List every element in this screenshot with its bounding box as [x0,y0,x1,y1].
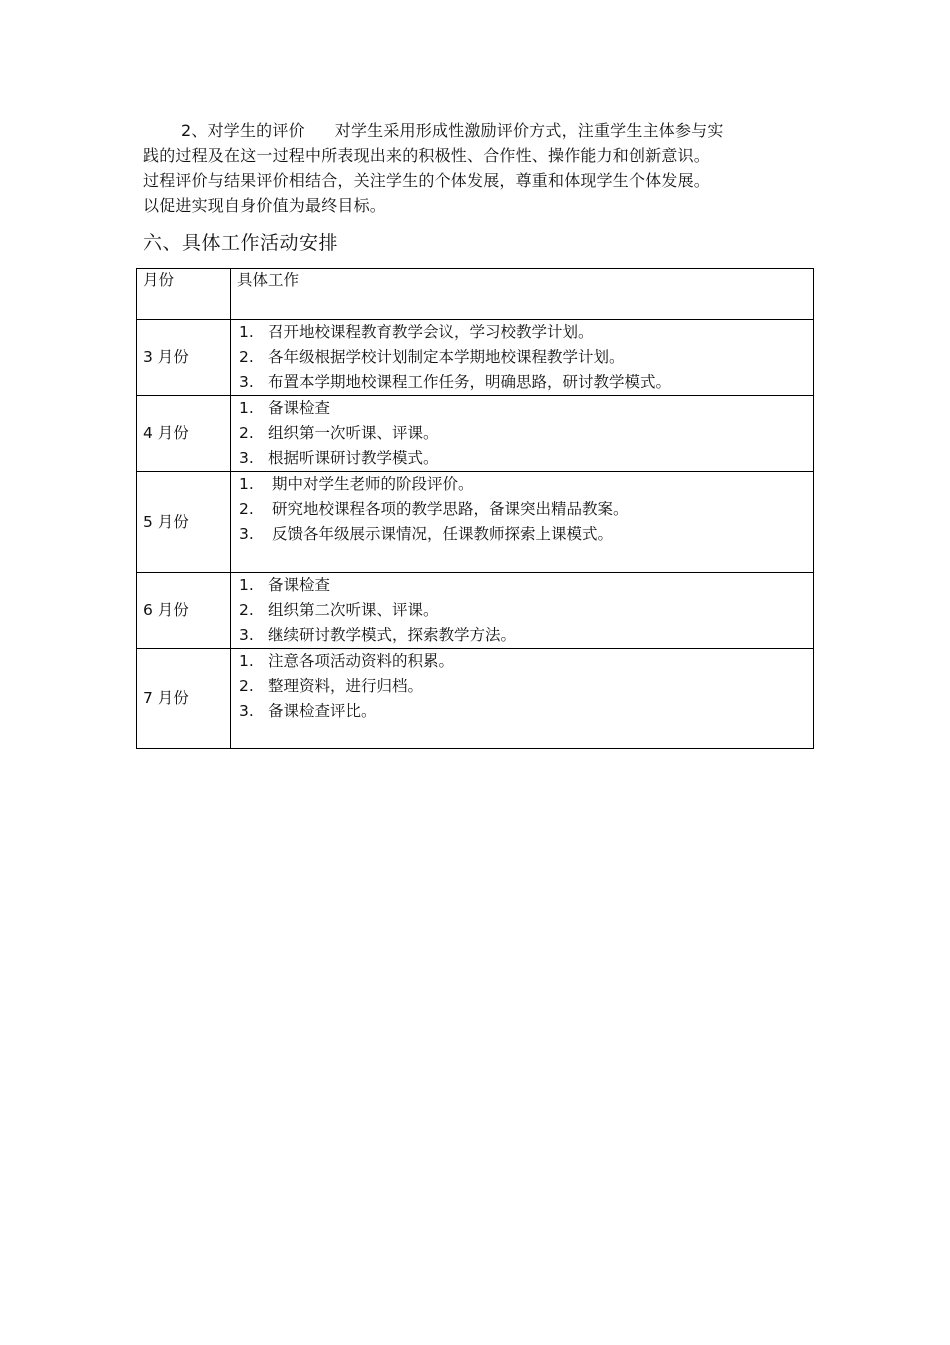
work-cell [231,320,814,396]
work-list [231,472,813,547]
table-row [137,573,814,649]
section-heading: 六、具体工作活动安排 [143,232,339,254]
list-item: 3. 根据听课研讨教学模式。 [239,449,439,467]
evaluation-paragraph [143,118,803,218]
month-cell: 5 月份 [137,472,231,573]
work-list [231,320,813,395]
work-list [231,573,813,648]
table-row [137,320,814,396]
list-item: 2. 组织第二次听课、评课。 [239,601,439,619]
work-cell [231,472,814,573]
list-item: 3. 备课检查评比。 [239,702,377,720]
list-item: 2. 整理资料，进行归档。 [239,677,424,695]
list-item: 1. 期中对学生老师的阶段评价。 [239,475,474,493]
work-cell [231,396,814,472]
table-header-row [137,269,814,320]
list-item: 3. 反馈各年级展示课情况，任课教师探索上课模式。 [239,525,614,543]
work-schedule-table [136,268,814,749]
work-list [231,396,813,471]
list-item: 1. 注意各项活动资料的积累。 [239,652,455,670]
month-cell: 7 月份 [137,649,231,749]
table-row [137,649,814,749]
month-cell: 6 月份 [137,573,231,649]
paragraph-line: 过程评价与结果评价相结合，关注学生的个体发展，尊重和体现学生个体发展。 [143,171,711,190]
list-item: 2. 研究地校课程各项的教学思路，备课突出精品教案。 [239,500,629,518]
paragraph-line [143,118,803,143]
table-row [137,396,814,472]
work-list [231,649,813,724]
paragraph-lead-heading: 2、对学生的评价 [181,121,305,140]
list-item: 3. 继续研讨教学模式，探索教学方法。 [239,626,517,644]
table-row [137,472,814,573]
month-cell: 3 月份 [137,320,231,396]
work-cell [231,573,814,649]
list-item: 1. 备课检查 [239,576,331,594]
paragraph-text: 对学生采用形成性激励评价方式，注重学生主体参与实 [334,121,724,140]
list-item: 2. 各年级根据学校计划制定本学期地校课程教学计划。 [239,348,625,366]
header-work: 具体工作 [231,269,814,320]
paragraph-line: 以促进实现自身价值为最终目标。 [143,196,387,215]
list-item: 1. 备课检查 [239,399,331,417]
header-month: 月份 [137,269,231,320]
paragraph-line: 践的过程及在这一过程中所表现出来的积极性、合作性、操作能力和创新意识。 [143,146,711,165]
list-item: 2. 组织第一次听课、评课。 [239,424,439,442]
work-cell [231,649,814,749]
month-cell: 4 月份 [137,396,231,472]
list-item: 1. 召开地校课程教育教学会议，学习校教学计划。 [239,323,594,341]
list-item: 3. 布置本学期地校课程工作任务，明确思路，研讨教学模式。 [239,373,672,391]
